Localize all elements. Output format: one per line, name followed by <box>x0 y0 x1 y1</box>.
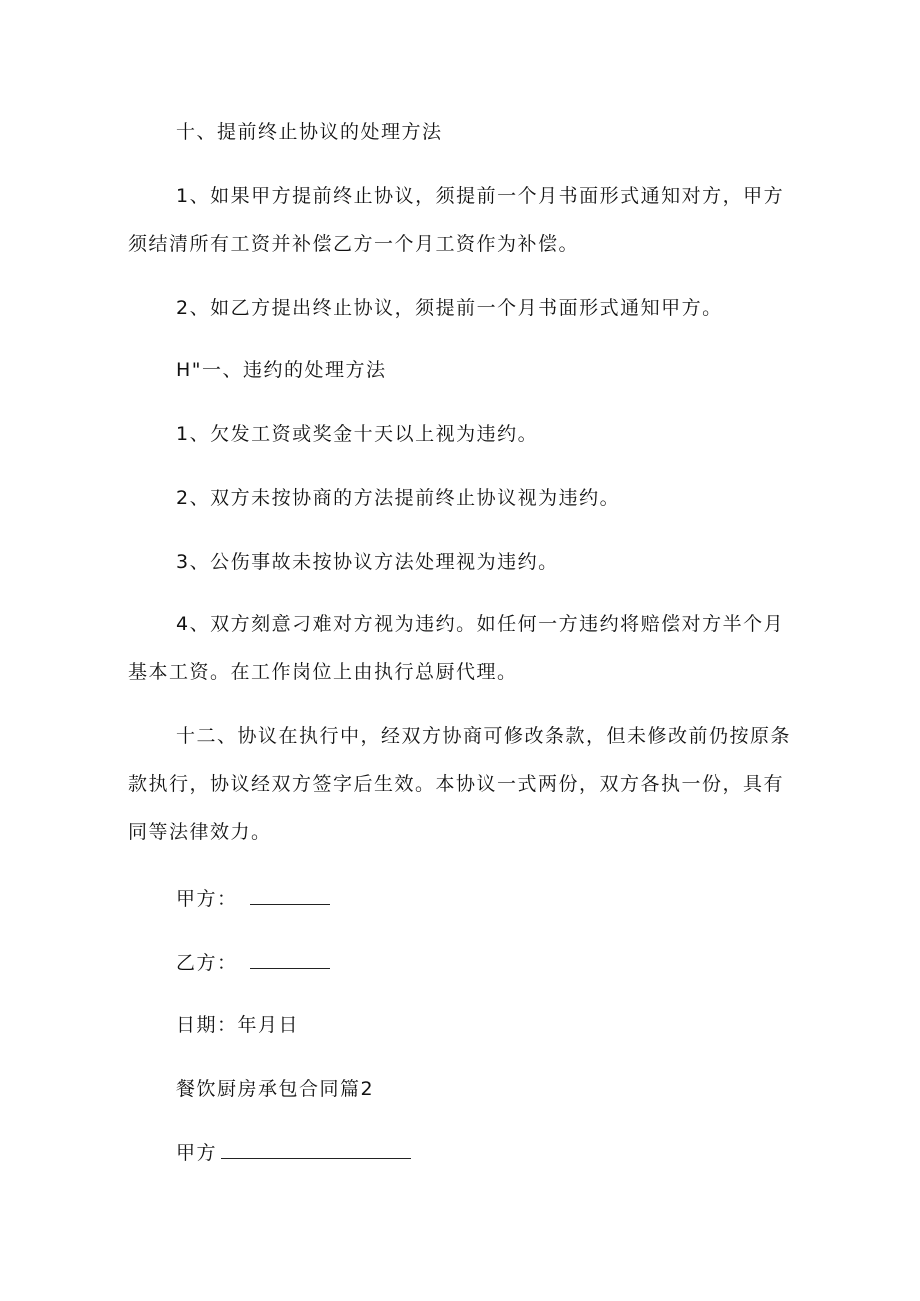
next-contract-heading <box>176 1076 374 1102</box>
next-party-a-line <box>176 1140 411 1166</box>
section-12-clause: 十二、协议在执行中，经双方协商可修改条款，但未修改前仍按原条款执行，协议经双方签字后生效。本协议一式两份，双方各执一份，具有同等法律效力。 <box>128 725 792 843</box>
party-a-signature-line <box>176 886 330 912</box>
party-a-label: 甲方： <box>176 888 238 910</box>
section-10-title: 十、提前终止协议的处理方法 <box>176 121 443 143</box>
date-label: 日期：年月日 <box>176 1014 300 1036</box>
next-heading-text: 餐饮厨房承包合同篇2 <box>176 1078 375 1100</box>
section-11-title: H"一、违约的处理方法 <box>176 359 387 381</box>
section-11-clause-2: 2、双方未按协商的方法提前终止协议视为违约。 <box>176 487 621 509</box>
section-10-clause-1: 1、如果甲方提前终止协议，须提前一个月书面形式通知对方，甲方须结清所有工资并补偿乙方一个月工资作为补偿。 <box>128 185 785 255</box>
party-b-signature-line <box>176 950 330 976</box>
section-11-clause-3: 3、公伤事故未按协议方法处理视为违约。 <box>176 551 559 573</box>
next-party-a-label: 甲方 <box>176 1142 218 1164</box>
section-11-clause-1: 1、欠发工资或奖金十天以上视为违约。 <box>176 423 539 445</box>
party-a-blank <box>250 890 330 905</box>
next-party-a-blank <box>221 1144 411 1159</box>
party-b-label: 乙方： <box>176 952 238 974</box>
party-b-blank <box>250 954 330 969</box>
section-10-clause-2: 2、如乙方提出终止协议，须提前一个月书面形式通知甲方。 <box>176 297 723 319</box>
date-line <box>176 1012 299 1038</box>
section-11-clause-4: 4、双方刻意刁难对方视为违约。如任何一方违约将赔偿对方半个月基本工资。在工作岗位上由执行总厨代理。 <box>128 613 785 683</box>
